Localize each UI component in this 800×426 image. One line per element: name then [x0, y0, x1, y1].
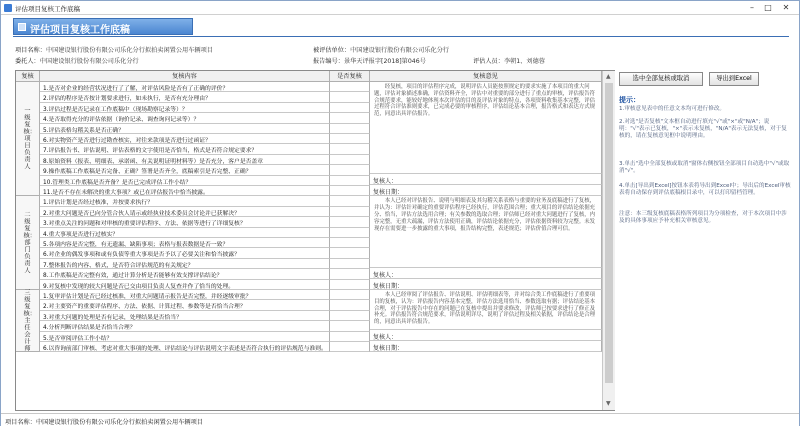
app-icon: [4, 4, 12, 12]
maximize-icon[interactable]: □: [764, 3, 772, 12]
review-item: 2.评估的程序是否按计划要求进行，如未执行，是否有充分理由？: [40, 92, 330, 102]
review-item: 5.各项内容是否完整，有无遗漏、缺陷事项；表格与报表数据是否一致？: [40, 238, 330, 248]
reviewer-field[interactable]: 复核人：: [370, 268, 602, 279]
review-check-cell[interactable]: [330, 82, 370, 92]
review-check-cell[interactable]: [330, 342, 370, 352]
close-icon[interactable]: ✕: [782, 3, 790, 12]
document-icon: [18, 23, 26, 31]
review-check-cell[interactable]: [330, 228, 370, 238]
review-section: [16, 82, 602, 196]
tip-line: 1.审核意见表中的任意文本均可进行修改。: [619, 106, 726, 112]
tips-title: 提示：: [619, 96, 640, 104]
review-check-cell[interactable]: [330, 311, 370, 321]
divider: [13, 36, 789, 37]
review-item: 6.以咨询前部门审核、考虑对重大事项的处理、评估结论与评估说明文字表述是否符合执行的评估规范与准则。: [40, 342, 330, 352]
review-item: 5.是否审阅评估工作小结？: [40, 332, 330, 342]
header-checked: 是否复核: [330, 71, 370, 82]
review-check-cell[interactable]: [330, 290, 370, 300]
section-label: [16, 290, 40, 351]
reviewer-field[interactable]: 复核人：: [370, 330, 602, 341]
vertical-scrollbar[interactable]: [602, 71, 615, 410]
scroll-down-icon[interactable]: ▼: [606, 400, 611, 407]
tip-line: 3.单击"选中全部复核或取消"窗体右侧按钮全部项目自动选中"√"或取消"√"。: [619, 161, 790, 174]
review-item: 8.工作底稿是否完整有效，通过计算分析是否能够有效支撑评估结论？: [40, 269, 330, 279]
review-item: 4.分析判断评估结果是否恰当合理？: [40, 321, 330, 331]
review-item: 7.评估报告书、评估说明、评估表格的文字使用是否恰当，格式是否符合规定要求？: [40, 144, 330, 154]
section-label-text: 三级复核：主任会计师: [23, 289, 36, 353]
review-item: 2.对主要资产的重要评估程序、方法、依据、计算过程、参数等是否恰当合理？: [40, 300, 330, 310]
review-date-field[interactable]: 复核日期：: [370, 341, 602, 352]
page-title: 评估项目复核工作底稿: [30, 25, 130, 36]
review-check-cell[interactable]: [330, 238, 370, 248]
review-check-cell[interactable]: [330, 165, 370, 175]
section-label-text: 一级复核：项目负责人: [23, 107, 36, 171]
review-item: 1.复审评估计划是否已经过核准，对重大问题请示报告是否完整，并经逐级审批？: [40, 290, 330, 300]
scroll-up-icon[interactable]: ▲: [606, 73, 611, 80]
review-item: 3.对重点关注的问题和对审核的重要评估程序、方法、依据等进行了详细复核？: [40, 217, 330, 227]
appraisers-field: 评估人员：李朝1、刘德蓉: [473, 58, 545, 65]
review-item: 3.对重大问题的处理是否有记录，处理结果是否恰当？: [40, 311, 330, 321]
review-item: 7.整体报告的内容、格式，是否符合评估规范的有关规定？: [40, 259, 330, 269]
review-grid: [15, 70, 615, 411]
header-review: 复核: [16, 71, 40, 82]
review-item: 2.对重大问题是否已向分管合伙人请示或经执业技术委员会讨论并已获解决？: [40, 207, 330, 217]
review-item: 6.对实物资产是否进行过勘查核实，对往来款项是否进行过函证？: [40, 134, 330, 144]
project-name-field: 项目名称：中国建设银行股份有限公司乐化分行拟拍卖闲置公用车辆项目: [15, 47, 213, 54]
review-check-cell[interactable]: [330, 300, 370, 310]
review-section: [16, 290, 602, 352]
review-item: 3.评估过程是否记录在工作底稿中（现场勘察记录等）？: [40, 103, 330, 113]
minimize-icon[interactable]: –: [750, 3, 754, 12]
review-check-cell[interactable]: [330, 113, 370, 123]
review-check-cell[interactable]: [330, 186, 370, 196]
page-heading: [13, 18, 193, 35]
review-check-cell[interactable]: [330, 124, 370, 134]
review-opinion-textarea[interactable]: 经复核，项目的评估程序完成，说明评估人员能按照规定的要求实施了本项目的重大问题，评估对象描述准确，评估资料齐全，评估中对重要的部分进行了重点的审核，评估报告符合规范要求，能较好地体现本次评估的目的及评估对象的特点，各项资料收集基本完整，评估过程符合评估准则要求，已完成必要的审核程序，评估结论基本合理，报告格式和表达方式规范，同意出具评估报告。: [370, 82, 602, 174]
review-check-cell[interactable]: [330, 155, 370, 165]
client-field: 委托人：中国建设银行股份有限公司乐化分行: [15, 58, 139, 65]
review-check-cell[interactable]: [330, 92, 370, 102]
header-content: 复核内容: [40, 71, 330, 82]
review-item: 1.是否对企业的经营状况进行了了解，对评估风险是否有了正确的评价？: [40, 82, 330, 92]
section-label: [16, 196, 40, 289]
review-check-cell[interactable]: [330, 103, 370, 113]
review-item: 4.是否取得充分的评估依据（询价记录、调查询问记录等）？: [40, 113, 330, 123]
section-label: [16, 82, 40, 195]
status-bar: 项目名称：中国建设银行股份有限公司乐化分行拟拍卖闲置公用车辆项目: [1, 413, 799, 426]
review-check-cell[interactable]: [330, 269, 370, 279]
review-date-field[interactable]: 复核日期：: [370, 185, 602, 196]
review-check-cell[interactable]: [330, 134, 370, 144]
review-item: 9.对复核中发现的较大问题是否已交由项目负责人复查并作了恰当的处理。: [40, 280, 330, 290]
tip-line: 注意：本三级复核底稿表格所列项目为分项检查，对于本次项目中涉及的具体事项应予补充相关审核意见。: [619, 211, 787, 224]
review-item: 5.评估表格勾稽关系是否正确？: [40, 124, 330, 134]
appraised-unit-field: 被评估单位：中国建设银行股份有限公司乐化分行: [313, 47, 450, 54]
window-title: 评估项目复核工作底稿: [15, 5, 80, 13]
review-item: 1.评估计划是否经过核准，并按要求执行？: [40, 196, 330, 206]
review-opinion-textarea[interactable]: 本人已经对评估报告、说明与明细表及其勾稽关系表格与重要的业务及底稿进行了复核，并认为：评估针对确定的重要评估程序已经执行，评估范围合理；重大项目的评估结论依据充分、恰当，评估方法选用合理；有关参数的选取合理；评估师已经对重大问题进行了复核，内容完整，无重大疏漏，评估方法使用正确，评估结论依据充分，评估依据资料较为完整。未发现存在需要进一步披露的重大事项，报告结构完整，表述规范；评估价值合理可信。: [370, 196, 602, 268]
review-check-cell[interactable]: [330, 217, 370, 227]
toggle-all-review-button[interactable]: 选中全部复核或取消: [619, 72, 703, 86]
review-item: 6.对企业的偶发事项和或有负债等重大事项是否予以了必要关注和恰当披露？: [40, 248, 330, 258]
review-check-cell[interactable]: [330, 144, 370, 154]
header-opinion: 复核意见: [370, 71, 602, 82]
review-item: 9.操作底稿工作底稿是否完备、正确？签署是否齐全，底稿索引是否完整、正确？: [40, 165, 330, 175]
title-bar: [1, 1, 799, 15]
review-item: 8.原始资料（报表、明细表、承诺函、有关说明证明材料等）是否充分，客户是否盖章: [40, 155, 330, 165]
scroll-thumb[interactable]: [605, 83, 613, 383]
review-check-cell[interactable]: [330, 196, 370, 206]
export-excel-button[interactable]: 导出到Excel: [709, 72, 759, 86]
review-date-field[interactable]: 复核日期：: [370, 279, 602, 290]
review-check-cell[interactable]: [330, 248, 370, 258]
report-number-field: 报告编号：景华天评报字[2018]第046号: [313, 58, 426, 65]
review-check-cell[interactable]: [330, 280, 370, 290]
review-check-cell[interactable]: [330, 332, 370, 342]
tip-line: 4.单击[导出到Excel]按钮本表将导出到Excel中；导出后的Excel审核表将自动保存到评估底稿根目录中，可以打印留档管理。: [619, 183, 791, 196]
section-label-text: 二级复核：部门负责人: [23, 211, 36, 275]
review-item: 11.是否不存在未解决的重大事项？或已在评估报告中恰当披露。: [40, 186, 330, 196]
review-check-cell[interactable]: [330, 207, 370, 217]
review-check-cell[interactable]: [330, 176, 370, 186]
review-check-cell[interactable]: [330, 321, 370, 331]
review-item: 10.管理类工作底稿是否齐备？是否已完成评估工作小结？: [40, 176, 330, 186]
reviewer-field[interactable]: 复核人：: [370, 174, 602, 185]
review-section: [16, 196, 602, 290]
review-item: 4.重大事项是否进行过核实？: [40, 228, 330, 238]
review-opinion-textarea[interactable]: 本人已经审阅了评估报告、评估说明、评估明细表等，并对综合类工作底稿进行了重要项目的复核，认为：评估报告内容基本完整，评估方法选用恰当、参数选取有据；评估结论基本合理，对于评估报告中存在的问题已在复核中提出并要求修改，评估师已按要求进行了修正及补充。评估报告符合规范要求，评估说明详尽，说明了评估过程及相关依据，评估结论是合理的，同意出具评估报告。: [370, 290, 602, 330]
review-check-cell[interactable]: [330, 259, 370, 269]
tip-line: 2.对选"是否复核"文本框自动进行填充"√"或"×"或"N/A"；说明："√"表示已复核，"×"表示未复核，"N/A"表示无法复核，对于复核的，请在复核意见框中说明理由。: [619, 119, 787, 139]
